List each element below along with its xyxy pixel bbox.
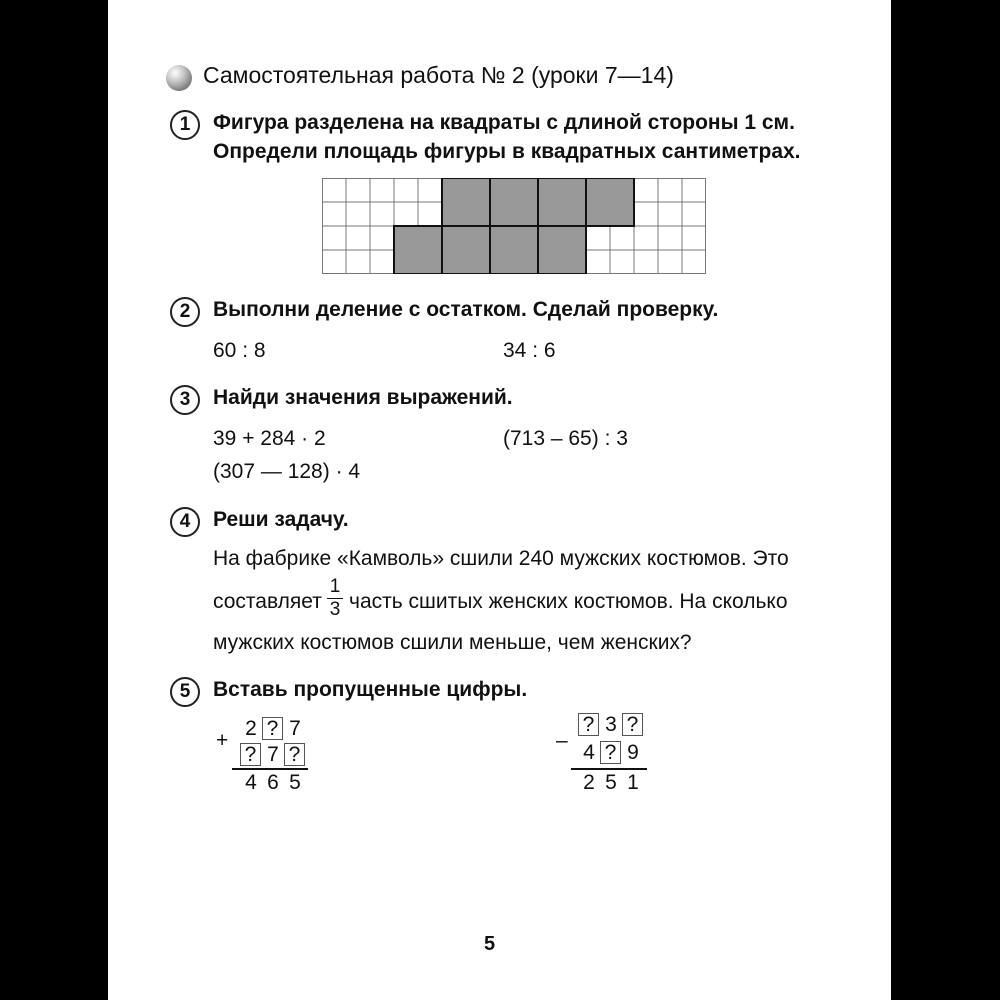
task-3-number: 3 <box>170 385 200 415</box>
missing-digit-box[interactable]: ? <box>578 713 599 736</box>
result-digit: 4 <box>245 771 257 794</box>
figure-square <box>394 226 442 274</box>
fraction-numerator: 1 <box>329 576 341 597</box>
digit: 7 <box>267 743 279 766</box>
task-3-expr-a: 39 + 284 · 2 <box>213 427 326 450</box>
task-3-expr-b: (713 – 65) : 3 <box>503 427 628 450</box>
result-digit: 6 <box>267 771 279 794</box>
missing-digit-box[interactable]: ? <box>262 717 283 740</box>
task-4-line3: мужских костюмов сшили меньше, чем женских? <box>213 631 692 654</box>
task-3-expr-c: (307 — 128) · 4 <box>213 460 361 483</box>
figure-square <box>442 178 490 226</box>
result-digit: 1 <box>627 771 639 794</box>
digit: 9 <box>627 741 639 764</box>
sum-line <box>232 768 308 770</box>
task-2-heading: Выполни деление с остатком. Сделай проверку. <box>213 298 719 321</box>
result-digit: 5 <box>289 771 301 794</box>
bullet-ball-icon <box>166 65 192 91</box>
fraction-one-third <box>327 578 343 619</box>
task-4-line2-before: составляет <box>213 590 322 613</box>
task-3-heading: Найди значения выражений. <box>213 386 513 409</box>
task-4-number: 4 <box>170 507 200 537</box>
work-title: Самостоятельная работа № 2 (уроки 7—14) <box>203 62 674 88</box>
figure-square <box>490 226 538 274</box>
figure-square <box>538 226 586 274</box>
missing-digit-box[interactable]: ? <box>240 743 261 766</box>
task-1-heading-line2: Определи площадь фигуры в квадратных сантиметрах. <box>213 140 801 163</box>
missing-digit-box[interactable]: ? <box>622 713 643 736</box>
difference-line <box>571 768 647 770</box>
figure-square <box>586 178 634 226</box>
task-1-number: 1 <box>170 110 200 140</box>
task-5-heading: Вставь пропущенные цифры. <box>213 678 528 701</box>
digit: 4 <box>583 741 595 764</box>
figure-square <box>490 178 538 226</box>
task-4-line2-after: часть сшитых женских костюмов. На сколько <box>349 590 788 613</box>
digit: 2 <box>245 717 257 740</box>
task-2-number: 2 <box>170 297 200 327</box>
addition-operator: + <box>216 729 229 752</box>
task-1-heading-line1: Фигура разделена на квадраты с длиной стороны 1 см. <box>213 111 795 134</box>
task-4-line1: На фабрике «Камволь» сшили 240 мужских костюмов. Это <box>213 547 789 570</box>
result-digit: 2 <box>583 771 595 794</box>
figure-square <box>442 226 490 274</box>
fraction-denominator: 3 <box>329 599 341 620</box>
page-number: 5 <box>484 933 496 955</box>
task-4-heading: Реши задачу. <box>213 508 349 531</box>
digit: 7 <box>289 717 301 740</box>
task-5-number: 5 <box>170 677 200 707</box>
task-2-expr-left: 60 : 8 <box>213 339 266 362</box>
subtraction-operator: – <box>556 729 568 752</box>
digit: 3 <box>605 713 617 736</box>
task-2-expr-right: 34 : 6 <box>503 339 556 362</box>
figure-square <box>538 178 586 226</box>
result-digit: 5 <box>605 771 617 794</box>
missing-digit-box[interactable]: ? <box>600 741 621 764</box>
square-grid-figure <box>322 178 706 274</box>
missing-digit-box[interactable]: ? <box>284 743 305 766</box>
